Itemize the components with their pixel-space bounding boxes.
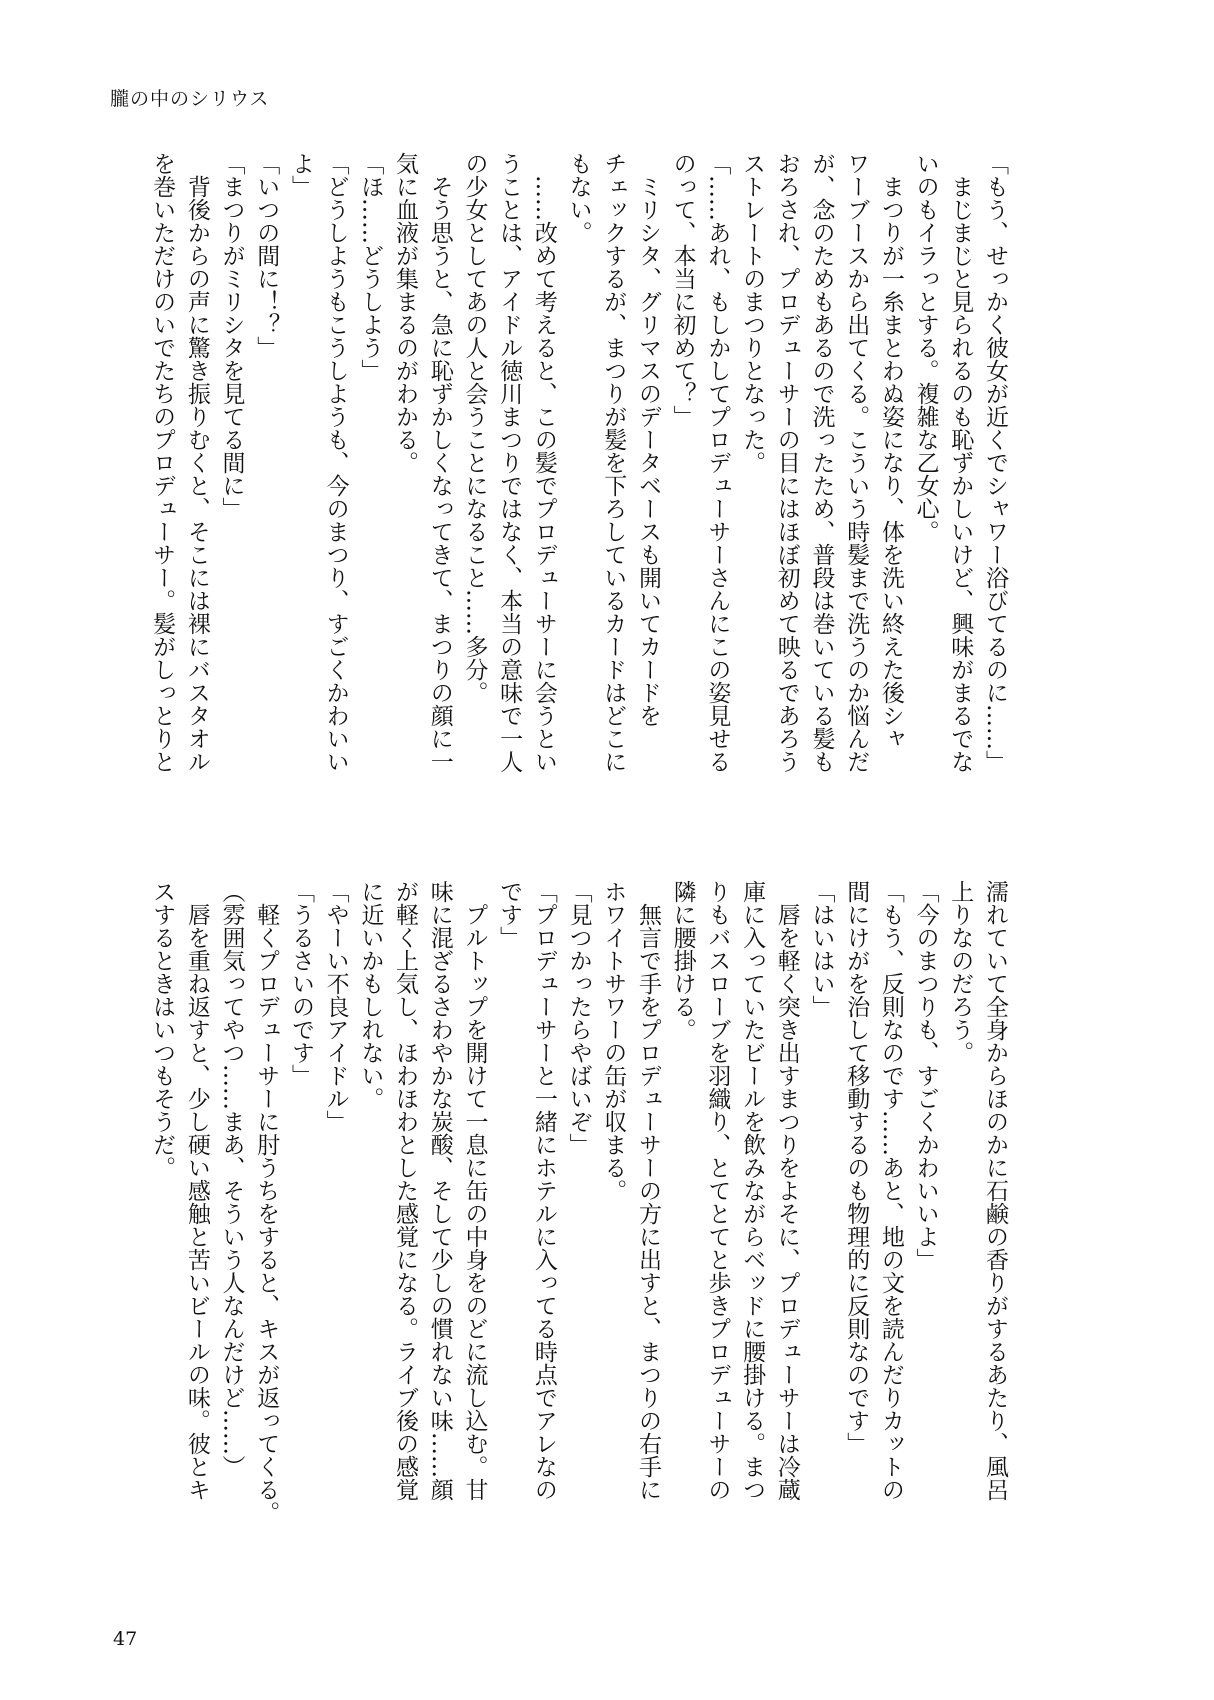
text-line: が軽く上気し、ほわほわとした感覚になる。ライブ後の感覚	[392, 880, 419, 1501]
text-line: 「やーい不良アイドル」	[322, 880, 349, 1133]
text-line: まじまじと見られるのも恥ずかしいけど、興味がまるでな	[947, 152, 974, 773]
text-line: 唇を軽く突き出すまつりをよそに、プロデューサーは冷蔵	[773, 880, 800, 1501]
text-line: （雰囲気ってやつ……まあ、そういう人なんだけど……）	[218, 880, 245, 1478]
text-line: 間にけがを治して移動するのも物理的に反則なのです」	[843, 880, 870, 1455]
text-line: ストレートのまつりとなった。	[739, 152, 766, 474]
text-block-top	[144, 152, 1012, 798]
text-line: 味に混ざるさわやかな炭酸、そして少しの慣れない味……顔	[426, 880, 453, 1501]
text-line: 上りなのだろう。	[947, 880, 974, 1064]
text-line: 「……あれ、もしかしてプロデューサーさんにこの姿見せる	[704, 152, 731, 773]
text-line: を巻いただけのいでたちのプロデューサー。髪がしっとりと	[149, 152, 176, 773]
text-line: の少女としてあの人と会うことになること……多分。	[461, 152, 488, 704]
text-line: 庫に入っていたビールを飲みながらベッドに腰掛ける。まつ	[739, 880, 766, 1501]
text-line: のって、本当に初めて？」	[669, 152, 696, 428]
text-line: よ」	[287, 152, 314, 198]
text-block-bottom	[144, 880, 1012, 1526]
text-line: そう思うと、急に恥ずかしくなってきて、まつりの顔に一	[426, 152, 453, 773]
text-line: まつりが一糸まとわぬ姿になり、体を洗い終えた後シャ	[877, 152, 904, 750]
text-line: プルトップを開けて一息に缶の中身をのどに流し込む。甘	[461, 880, 488, 1501]
text-line: 「まつりがミリシタを見てる間に」	[218, 152, 245, 520]
text-line: スするときはいつもそうだ。	[149, 880, 176, 1179]
text-line: 軽くプロデューサーに肘うちをすると、キスが返ってくる。	[253, 880, 280, 1524]
text-line: 無言で手をプロデューサーの方に出すと、まつりの右手に	[634, 880, 661, 1501]
text-line: です」	[496, 880, 523, 949]
text-line: チェックするが、まつりが髪を下ろしているカードはどこに	[600, 152, 627, 773]
running-title: 朧の中のシリウス	[110, 88, 270, 110]
text-line: ……改めて考えると、この髪でプロデューサーに会うとい	[530, 152, 557, 773]
text-line: ワーブースから出てくる。こういう時髪まで洗うのか悩んだ	[843, 152, 870, 773]
text-line: うことは、アイドル徳川まつりではなく、本当の意味で一人	[496, 152, 523, 773]
page-number: 47	[113, 1628, 138, 1650]
text-line: 「もう、せっかく彼女が近くでシャワー浴びてるのに……」	[982, 152, 1008, 773]
text-line: 気に血液が集まるのがわかる。	[392, 152, 419, 474]
text-line: 「今のまつりも、すごくかわいいよ」	[912, 880, 939, 1271]
text-line: に近いかもしれない。	[357, 880, 384, 1110]
text-line: が、念のためもあるので洗ったため、普段は巻いている髪も	[808, 152, 835, 773]
text-line: 背後からの声に驚き振りむくと、そこには裸にバスタオル	[183, 152, 210, 773]
text-line: 濡れていて全身からほのかに石鹸の香りがするあたり、風呂	[982, 880, 1008, 1501]
text-line: もない。	[565, 152, 592, 244]
text-line: 唇を重ね返すと、少し硬い感触と苦いビールの味。彼とキ	[183, 880, 210, 1501]
text-line: 「ほ……どうしよう」	[357, 152, 384, 382]
text-line: 「もう、反則なのです……あと、地の文を読んだりカットの	[877, 880, 904, 1501]
text-line: りもバスローブを羽織り、とてとてと歩きプロデューサーの	[704, 880, 731, 1501]
text-line: 「どうしようもこうしようも、今のまつり、すごくかわいい	[322, 152, 349, 773]
text-line: 隣に腰掛ける。	[669, 880, 696, 1041]
text-line: 「はいはい」	[808, 880, 835, 1018]
text-line: 「うるさいのです」	[287, 880, 314, 1087]
text-line: 「プロデューサーと一緒にホテルに入ってる時点でアレなの	[530, 880, 557, 1501]
text-line: 「いつの間に！？」	[253, 152, 280, 359]
text-line: いのもイラっとする。複雑な乙女心。	[912, 152, 939, 543]
text-line: 「見つかったらやばいぞ」	[565, 880, 592, 1156]
text-line: おろされ、プロデューサーの目にはほぼ初めて映るであろう	[773, 152, 800, 773]
text-line: ミリシタ、グリマスのデータベースも開いてカードを	[634, 152, 661, 727]
text-line: ホワイトサワーの缶が収まる。	[600, 880, 627, 1202]
